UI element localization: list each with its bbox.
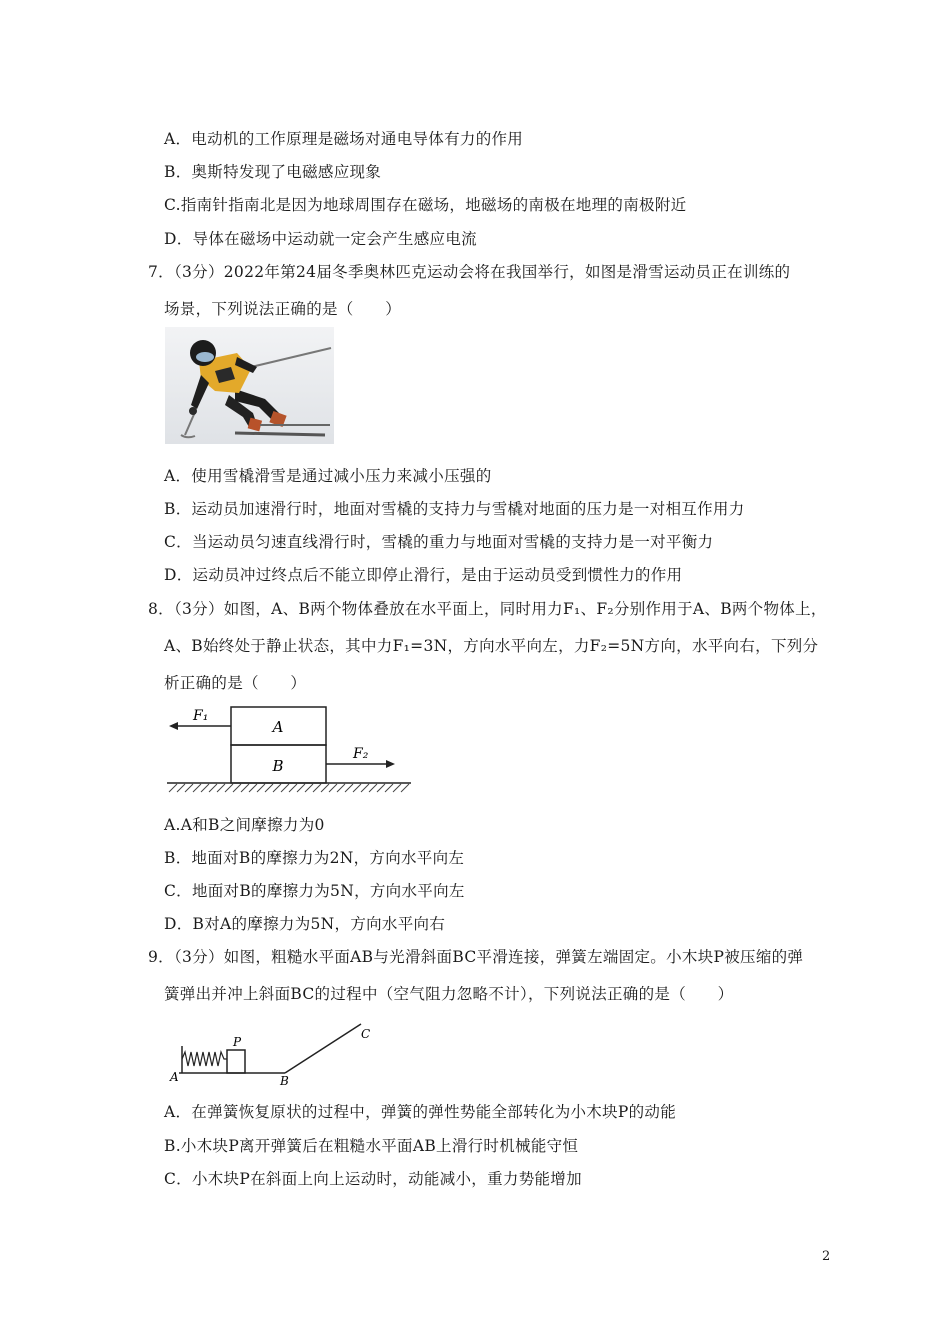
q7-stem-line1: 7．（3分）2022年第24届冬季奥林匹克运动会将在我国举行，如图是滑雪运动员正在训练的 (148, 263, 791, 281)
ground-hatching (169, 784, 409, 792)
label-a: A (170, 1070, 179, 1084)
spring-incline-diagram (165, 1018, 385, 1088)
q7-option-a: A．使用雪橇滑雪是通过减小压力来减小压强的 (164, 467, 492, 485)
q9-option-a: A．在弹簧恢复原状的过程中，弹簧的弹性势能全部转化为小木块P的动能 (164, 1103, 677, 1121)
q9-option-b: B.小木块P离开弹簧后在粗糙水平面AB上滑行时机械能守恒 (164, 1137, 579, 1155)
label-c: C (361, 1027, 371, 1041)
q6-option-a: A．电动机的工作原理是磁场对通电导体有力的作用 (164, 130, 524, 148)
label-f1: F₁ (193, 708, 209, 724)
q6-option-b: B．奥斯特发现了电磁感应现象 (164, 163, 382, 181)
q8-option-a: A.A和B之间摩擦力为0 (164, 816, 325, 834)
label-b: B (280, 1074, 289, 1088)
page-number: 2 (822, 1249, 831, 1264)
q8-stem-line2: A、B始终处于静止状态，其中力F₁=3N，方向水平向左，力F₂=5N方向，水平向右，下列分 (164, 637, 819, 655)
q9-stem-line2: 簧弹出并冲上斜面BC的过程中（空气阻力忽略不计），下列说法正确的是（ ） (164, 985, 734, 1003)
q7-option-c: C．当运动员匀速直线滑行时，雪橇的重力与地面对雪橇的支持力是一对平衡力 (164, 533, 714, 551)
label-p: P (233, 1035, 242, 1049)
q8-stem-line1: 8．（3分）如图，A、B两个物体叠放在水平面上，同时用力F₁、F₂分别作用于A、B两个物体上， (148, 600, 827, 618)
q9-stem-line1: 9．（3分）如图，粗糙水平面AB与光滑斜面BC平滑连接，弹簧左端固定。小木块P被压缩的弹 (148, 948, 804, 966)
q7-option-b: B．运动员加速滑行时，地面对雪橇的支持力与雪橇对地面的压力是一对相互作用力 (164, 500, 745, 518)
label-f2: F₂ (353, 746, 369, 762)
q9-option-c: C．小木块P在斜面上向上运动时，动能减小，重力势能增加 (164, 1170, 582, 1188)
block-p (227, 1050, 245, 1073)
label-a: A (272, 718, 284, 736)
incline-bc (285, 1024, 361, 1073)
spring (182, 1052, 227, 1066)
q8-option-c: C．地面对B的摩擦力为5N，方向水平向左 (164, 882, 465, 900)
skier-photo (165, 327, 334, 444)
q6-option-c: C.指南针指南北是因为地球周围存在磁场，地磁场的南极在地理的南极附近 (164, 196, 687, 214)
q8-option-d: D．B对A的摩擦力为5N，方向水平向右 (164, 915, 446, 933)
q7-stem-line2: 场景，下列说法正确的是（ ） (164, 300, 402, 318)
q8-stem-line3: 析正确的是（ ） (164, 674, 307, 692)
q8-option-b: B．地面对B的摩擦力为2N，方向水平向左 (164, 849, 465, 867)
label-b: B (272, 757, 284, 775)
q6-option-d: D．导体在磁场中运动就一定会产生感应电流 (164, 230, 477, 248)
q7-option-d: D．运动员冲过终点后不能立即停止滑行，是由于运动员受到惯性力的作用 (164, 566, 683, 584)
blocks-force-diagram (165, 700, 415, 796)
